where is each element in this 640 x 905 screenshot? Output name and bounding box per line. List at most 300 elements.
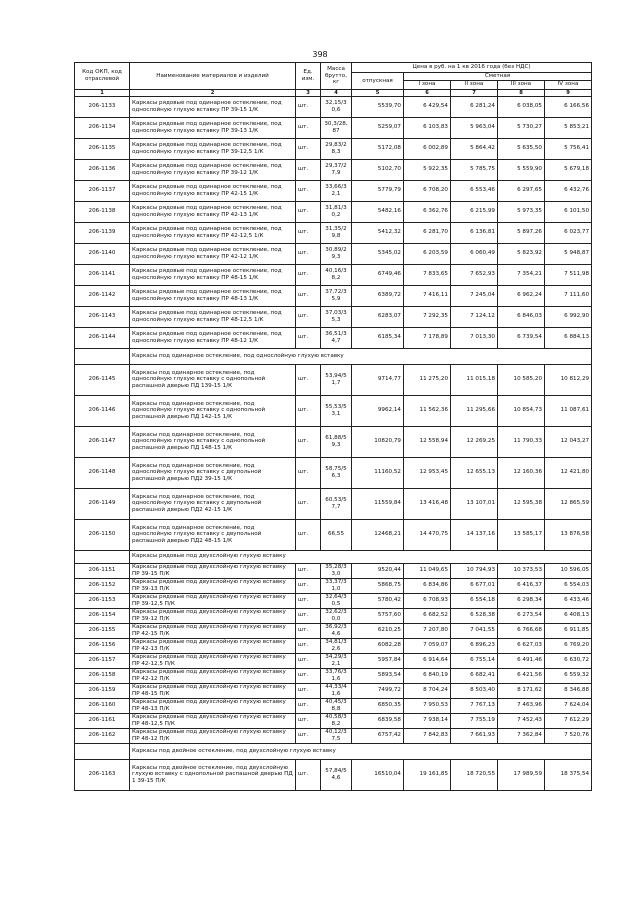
item-name: Каркасы рядовые под двухслойную глухую вставку ПР 39-12,5 П/К <box>130 593 296 608</box>
price-zone-2: 6 215,99 <box>451 201 498 222</box>
price-zone-3: 10 373,53 <box>498 563 545 578</box>
price-zone-4: 8 346,88 <box>545 683 592 698</box>
price-zone-2: 7 767,13 <box>451 698 498 713</box>
section-header-row <box>75 550 592 563</box>
price-zone-4: 6 023,77 <box>545 222 592 243</box>
price-zone-3: 6 962,24 <box>498 285 545 306</box>
item-mass: 44,33/4 1,6 <box>321 683 352 698</box>
item-name: Каркасы рядовые под двухслойную глухую вставку ПР 42-12,5 П/К <box>130 653 296 668</box>
item-name: Каркасы рядовые под двухслойную глухую вставку ПР 48-15 П/К <box>130 683 296 698</box>
price-zone-1: 6 362,76 <box>404 201 451 222</box>
table-row <box>75 222 592 243</box>
price-zone-3: 7 354,21 <box>498 264 545 285</box>
price-zone-4: 10 596,05 <box>545 563 592 578</box>
item-name: Каркасы рядовые под двухслойную глухую вставку ПР 39-13 П/К <box>130 578 296 593</box>
table-row <box>75 593 592 608</box>
item-unit: шт. <box>296 638 321 653</box>
price-zone-3: 5 730,27 <box>498 117 545 138</box>
item-mass: 31,81/3 0,2 <box>321 201 352 222</box>
price-release: 7499,72 <box>352 683 404 698</box>
item-unit: шт. <box>296 713 321 728</box>
price-zone-4: 6 884,13 <box>545 327 592 348</box>
table-row <box>75 759 592 790</box>
header-release-price: отпускная <box>352 73 404 90</box>
item-mass: 30,89/2 9,3 <box>321 243 352 264</box>
price-release: 6283,07 <box>352 306 404 327</box>
item-unit: шт. <box>296 759 321 790</box>
price-zone-2: 5 785,75 <box>451 159 498 180</box>
table-row <box>75 623 592 638</box>
item-mass: 60,53/5 7,7 <box>321 488 352 519</box>
item-code: 206-1152 <box>75 578 130 593</box>
item-unit: шт. <box>296 457 321 488</box>
item-mass: 66,55 <box>321 519 352 550</box>
price-release: 5172,08 <box>352 138 404 159</box>
item-name: Каркасы рядовые под двухслойную глухую вставку ПР 48-12 П/К <box>130 728 296 743</box>
price-zone-3: 10 585,20 <box>498 364 545 395</box>
price-zone-4: 12 421,80 <box>545 457 592 488</box>
price-zone-1: 6 281,70 <box>404 222 451 243</box>
price-zone-4: 6 433,46 <box>545 593 592 608</box>
price-zone-1: 7 416,11 <box>404 285 451 306</box>
item-unit: шт. <box>296 117 321 138</box>
item-unit: шт. <box>296 683 321 698</box>
item-unit: шт. <box>296 488 321 519</box>
price-release: 5102,70 <box>352 159 404 180</box>
table-row <box>75 728 592 743</box>
item-unit: шт. <box>296 96 321 117</box>
item-name: Каркасы рядовые под одинарное остекление, под однослойную глухую вставку ПР 42-12 1/К <box>130 243 296 264</box>
price-zone-4: 5 853,21 <box>545 117 592 138</box>
item-unit: шт. <box>296 201 321 222</box>
item-unit: шт. <box>296 243 321 264</box>
price-zone-3: 12 160,36 <box>498 457 545 488</box>
price-zone-1: 7 833,65 <box>404 264 451 285</box>
item-code: 206-1150 <box>75 519 130 550</box>
item-name: Каркасы рядовые под двухслойную глухую вставку ПР 39-15 П/К <box>130 563 296 578</box>
column-index: 9 <box>545 89 592 96</box>
price-zone-3: 6 273,54 <box>498 608 545 623</box>
item-mass: 29,37/2 7,9 <box>321 159 352 180</box>
item-unit: шт. <box>296 395 321 426</box>
price-zone-1: 8 704,24 <box>404 683 451 698</box>
price-zone-4: 7 624,04 <box>545 698 592 713</box>
price-zone-4: 7 511,98 <box>545 264 592 285</box>
price-zone-2: 8 503,40 <box>451 683 498 698</box>
header-zone-2: II зона <box>451 80 498 89</box>
item-unit: шт. <box>296 327 321 348</box>
table-row <box>75 668 592 683</box>
table-row <box>75 395 592 426</box>
price-zone-2: 7 124,12 <box>451 306 498 327</box>
price-zone-1: 6 834,86 <box>404 578 451 593</box>
price-zone-2: 7 755,19 <box>451 713 498 728</box>
price-zone-2: 5 963,04 <box>451 117 498 138</box>
price-zone-1: 7 207,80 <box>404 623 451 638</box>
price-zone-4: 7 612,29 <box>545 713 592 728</box>
item-mass: 35,28/3 3,0 <box>321 563 352 578</box>
price-zone-3: 6 766,68 <box>498 623 545 638</box>
item-code: 206-1147 <box>75 426 130 457</box>
column-index: 5 <box>352 89 404 96</box>
price-zone-4: 12 043,27 <box>545 426 592 457</box>
item-code: 206-1163 <box>75 759 130 790</box>
item-name: Каркасы рядовые под одинарное остекление, под однослойную глухую вставку ПР 42-13 1/К <box>130 201 296 222</box>
item-mass: 32,62/3 0,0 <box>321 608 352 623</box>
price-release: 6850,35 <box>352 698 404 713</box>
price-zone-2: 6 896,23 <box>451 638 498 653</box>
header-price-group: Цена в руб. на 1 кв 2016 года (без НДС) <box>352 63 592 73</box>
header-name: Наименование материалов и изделий <box>130 63 296 90</box>
item-mass: 36,92/3 4,6 <box>321 623 352 638</box>
price-zone-2: 6 682,41 <box>451 668 498 683</box>
price-zone-3: 13 585,17 <box>498 519 545 550</box>
price-release: 12468,21 <box>352 519 404 550</box>
item-name: Каркасы рядовые под одинарное остекление, под однослойную глухую вставку ПР 42-15 1/К <box>130 180 296 201</box>
price-zone-4: 5 756,41 <box>545 138 592 159</box>
header-mass: Масса брутто, кг <box>321 63 352 90</box>
item-unit: шт. <box>296 222 321 243</box>
price-zone-1: 6 429,54 <box>404 96 451 117</box>
section-code-cell <box>75 348 130 364</box>
item-mass: 33,37/3 1,0 <box>321 578 352 593</box>
price-zone-1: 6 203,59 <box>404 243 451 264</box>
item-mass: 29,83/2 8,3 <box>321 138 352 159</box>
table-row <box>75 159 592 180</box>
item-mass: 40,58/3 8,2 <box>321 713 352 728</box>
column-index: 8 <box>498 89 545 96</box>
page-number: 398 <box>312 50 328 59</box>
item-code: 206-1139 <box>75 222 130 243</box>
price-zone-1: 6 682,52 <box>404 608 451 623</box>
table-row <box>75 638 592 653</box>
item-code: 206-1157 <box>75 653 130 668</box>
price-release: 10820,79 <box>352 426 404 457</box>
price-zone-3: 5 635,50 <box>498 138 545 159</box>
item-mass: 32,15/3 0,6 <box>321 96 352 117</box>
price-release: 5259,07 <box>352 117 404 138</box>
price-zone-3: 6 416,37 <box>498 578 545 593</box>
price-zone-4: 6 559,32 <box>545 668 592 683</box>
price-zone-3: 5 823,92 <box>498 243 545 264</box>
price-release: 11160,52 <box>352 457 404 488</box>
item-name: Каркасы рядовые под одинарное остекление, под однослойную глухую вставку ПР 39-13 1/К <box>130 117 296 138</box>
price-zone-4: 6 769,20 <box>545 638 592 653</box>
price-release: 6082,28 <box>352 638 404 653</box>
item-mass: 40,45/3 8,8 <box>321 698 352 713</box>
price-zone-4: 18 375,54 <box>545 759 592 790</box>
item-code: 206-1145 <box>75 364 130 395</box>
item-code: 206-1140 <box>75 243 130 264</box>
price-zone-1: 11 562,36 <box>404 395 451 426</box>
item-mass: 40,16/3 8,2 <box>321 264 352 285</box>
item-unit: шт. <box>296 578 321 593</box>
price-zone-4: 6 432,76 <box>545 180 592 201</box>
price-zone-1: 19 161,85 <box>404 759 451 790</box>
price-zone-4: 6 630,72 <box>545 653 592 668</box>
column-index: 7 <box>451 89 498 96</box>
item-code: 206-1158 <box>75 668 130 683</box>
price-zone-3: 7 362,84 <box>498 728 545 743</box>
table-row <box>75 698 592 713</box>
item-unit: шт. <box>296 653 321 668</box>
table-row <box>75 180 592 201</box>
item-name: Каркасы рядовые под одинарное остекление, под однослойную глухую вставку ПР 48-13 1/К <box>130 285 296 306</box>
item-name: Каркасы под одинарное остекление, под однослойную глухую вставку с однопольной распашной дверью ПД 142-15 1/К <box>130 395 296 426</box>
item-unit: шт. <box>296 668 321 683</box>
price-zone-1: 7 950,53 <box>404 698 451 713</box>
price-zone-1: 6 840,19 <box>404 668 451 683</box>
item-code: 206-1133 <box>75 96 130 117</box>
column-index-row <box>75 89 592 96</box>
price-zone-2: 12 655,13 <box>451 457 498 488</box>
price-release: 9520,44 <box>352 563 404 578</box>
item-mass: 34,29/3 2,1 <box>321 653 352 668</box>
table-row <box>75 488 592 519</box>
item-mass: 53,94/5 1,7 <box>321 364 352 395</box>
item-code: 206-1143 <box>75 306 130 327</box>
item-mass: 40,12/3 7,5 <box>321 728 352 743</box>
price-release: 5779,79 <box>352 180 404 201</box>
table-row <box>75 519 592 550</box>
item-name: Каркасы рядовые под одинарное остекление, под однослойную глухую вставку ПР 48-12,5 1/К <box>130 306 296 327</box>
price-zone-2: 7 661,93 <box>451 728 498 743</box>
item-name: Каркасы под одинарное остекление, под однослойную глухую вставку с однопольной распашной дверью ПД 139-15 1/К <box>130 364 296 395</box>
price-zone-1: 12 953,45 <box>404 457 451 488</box>
item-name: Каркасы рядовые под двухслойную глухую вставку ПР 42-12 П/К <box>130 668 296 683</box>
item-code: 206-1156 <box>75 638 130 653</box>
price-zone-3: 6 298,34 <box>498 593 545 608</box>
price-zone-1: 7 059,07 <box>404 638 451 653</box>
item-name: Каркасы рядовые под двухслойную глухую вставку ПР 48-13 П/К <box>130 698 296 713</box>
item-code: 206-1159 <box>75 683 130 698</box>
item-name: Каркасы под одинарное остекление, под однослойную глухую вставку с однопольной распашной дверью ПД 148-15 1/К <box>130 426 296 457</box>
price-zone-3: 5 559,90 <box>498 159 545 180</box>
price-zone-2: 6 554,18 <box>451 593 498 608</box>
item-unit: шт. <box>296 180 321 201</box>
item-unit: шт. <box>296 364 321 395</box>
price-zone-4: 5 948,87 <box>545 243 592 264</box>
item-code: 206-1160 <box>75 698 130 713</box>
item-mass: 33,76/3 1,6 <box>321 668 352 683</box>
table-row <box>75 243 592 264</box>
price-zone-1: 7 178,89 <box>404 327 451 348</box>
section-code-cell <box>75 743 130 759</box>
item-name: Каркасы рядовые под одинарное остекление, под однослойную глухую вставку ПР 39-15 1/К <box>130 96 296 117</box>
price-zone-3: 7 463,96 <box>498 698 545 713</box>
price-release: 5412,32 <box>352 222 404 243</box>
price-release: 5539,70 <box>352 96 404 117</box>
price-release: 6389,72 <box>352 285 404 306</box>
price-release: 5482,16 <box>352 201 404 222</box>
price-zone-4: 12 865,59 <box>545 488 592 519</box>
price-release: 5757,60 <box>352 608 404 623</box>
price-zone-2: 7 245,04 <box>451 285 498 306</box>
column-index: 1 <box>75 89 130 96</box>
price-zone-2: 11 015,18 <box>451 364 498 395</box>
item-unit: шт. <box>296 306 321 327</box>
price-zone-2: 6 553,46 <box>451 180 498 201</box>
item-code: 206-1148 <box>75 457 130 488</box>
table-row <box>75 578 592 593</box>
price-zone-2: 18 720,55 <box>451 759 498 790</box>
price-zone-2: 6 528,38 <box>451 608 498 623</box>
price-release: 9962,14 <box>352 395 404 426</box>
price-zone-2: 6 677,01 <box>451 578 498 593</box>
price-zone-4: 13 876,58 <box>545 519 592 550</box>
column-index: 2 <box>130 89 296 96</box>
price-zone-4: 5 679,18 <box>545 159 592 180</box>
price-release: 5893,54 <box>352 668 404 683</box>
price-zone-1: 14 470,75 <box>404 519 451 550</box>
price-release: 11559,84 <box>352 488 404 519</box>
price-zone-3: 5 973,35 <box>498 201 545 222</box>
item-unit: шт. <box>296 285 321 306</box>
item-unit: шт. <box>296 264 321 285</box>
column-index: 6 <box>404 89 451 96</box>
item-name: Каркасы рядовые под двухслойную глухую вставку ПР 39-12 П/К <box>130 608 296 623</box>
item-unit: шт. <box>296 623 321 638</box>
price-zone-1: 6 002,89 <box>404 138 451 159</box>
table-row <box>75 138 592 159</box>
item-code: 206-1142 <box>75 285 130 306</box>
price-zone-2: 7 013,30 <box>451 327 498 348</box>
table-row <box>75 457 592 488</box>
item-unit: шт. <box>296 593 321 608</box>
price-zone-1: 6 708,93 <box>404 593 451 608</box>
price-zone-1: 6 708,20 <box>404 180 451 201</box>
item-code: 206-1141 <box>75 264 130 285</box>
header-zone-4: IV зона <box>545 80 592 89</box>
price-zone-4: 6 911,85 <box>545 623 592 638</box>
price-zone-2: 6 060,49 <box>451 243 498 264</box>
price-zone-3: 5 897,26 <box>498 222 545 243</box>
table-row <box>75 96 592 117</box>
price-zone-1: 7 938,14 <box>404 713 451 728</box>
price-release: 6749,46 <box>352 264 404 285</box>
item-unit: шт. <box>296 698 321 713</box>
item-code: 206-1161 <box>75 713 130 728</box>
section-header-row <box>75 348 592 364</box>
header-estimate-price: Сметная <box>404 73 592 81</box>
price-zone-4: 10 812,29 <box>545 364 592 395</box>
item-name: Каркасы рядовые под одинарное остекление, под однослойную глухую вставку ПР 48-12 1/К <box>130 327 296 348</box>
item-mass: 32,64/3 0,5 <box>321 593 352 608</box>
price-release: 16510,04 <box>352 759 404 790</box>
item-code: 206-1154 <box>75 608 130 623</box>
price-zone-1: 11 049,65 <box>404 563 451 578</box>
item-code: 206-1149 <box>75 488 130 519</box>
price-zone-2: 12 269,25 <box>451 426 498 457</box>
price-release: 6839,58 <box>352 713 404 728</box>
item-mass: 31,35/2 9,8 <box>321 222 352 243</box>
price-zone-3: 10 854,73 <box>498 395 545 426</box>
item-code: 206-1138 <box>75 201 130 222</box>
price-zone-3: 11 790,33 <box>498 426 545 457</box>
price-zone-3: 6 491,46 <box>498 653 545 668</box>
item-name: Каркасы рядовые под одинарное остекление, под однослойную глухую вставку ПР 42-12,5 1/К <box>130 222 296 243</box>
item-code: 206-1153 <box>75 593 130 608</box>
table-row <box>75 713 592 728</box>
price-zone-3: 12 595,38 <box>498 488 545 519</box>
price-release: 6757,42 <box>352 728 404 743</box>
item-name: Каркасы под одинарное остекление, под однослойную глухую вставку с двупольной распашной дверью ПД2 39-15 1/К <box>130 457 296 488</box>
table-row <box>75 117 592 138</box>
price-zone-2: 7 652,93 <box>451 264 498 285</box>
section-header-row <box>75 743 592 759</box>
price-zone-3: 6 038,05 <box>498 96 545 117</box>
price-zone-3: 17 989,59 <box>498 759 545 790</box>
table-row <box>75 683 592 698</box>
section-title: Каркасы под одинарное остекление, под однослойную глухую вставку <box>130 348 592 364</box>
price-zone-2: 14 137,16 <box>451 519 498 550</box>
table-row <box>75 653 592 668</box>
item-code: 206-1135 <box>75 138 130 159</box>
price-zone-3: 6 846,03 <box>498 306 545 327</box>
item-mass: 34,81/3 2,6 <box>321 638 352 653</box>
item-mass: 37,03/3 5,3 <box>321 306 352 327</box>
price-zone-4: 6 554,03 <box>545 578 592 593</box>
price-zone-4: 6 408,13 <box>545 608 592 623</box>
price-zone-2: 5 864,42 <box>451 138 498 159</box>
table-row <box>75 306 592 327</box>
price-zone-4: 6 992,90 <box>545 306 592 327</box>
table-row <box>75 608 592 623</box>
table-row <box>75 201 592 222</box>
table-row <box>75 285 592 306</box>
price-release: 5345,02 <box>352 243 404 264</box>
price-release: 6185,34 <box>352 327 404 348</box>
item-name: Каркасы рядовые под одинарное остекление, под однослойную глухую вставку ПР 39-12 1/К <box>130 159 296 180</box>
price-zone-3: 6 421,56 <box>498 668 545 683</box>
item-name: Каркасы рядовые под одинарное остекление, под однослойную глухую вставку ПР 48-15 1/К <box>130 264 296 285</box>
item-name: Каркасы рядовые под двухслойную глухую вставку ПР 42-13 П/К <box>130 638 296 653</box>
item-unit: шт. <box>296 159 321 180</box>
item-name: Каркасы рядовые под одинарное остекление, под однослойную глухую вставку ПР 39-12,5 1/К <box>130 138 296 159</box>
price-zone-1: 7 842,83 <box>404 728 451 743</box>
price-zone-2: 6 281,24 <box>451 96 498 117</box>
item-mass: 57,84/5 4,6 <box>321 759 352 790</box>
section-code-cell <box>75 550 130 563</box>
price-zone-2: 6 755,14 <box>451 653 498 668</box>
price-zone-4: 7 111,60 <box>545 285 592 306</box>
price-release: 5868,75 <box>352 578 404 593</box>
item-mass: 58,75/5 6,3 <box>321 457 352 488</box>
price-zone-1: 12 558,94 <box>404 426 451 457</box>
table-row <box>75 426 592 457</box>
table-row <box>75 327 592 348</box>
item-mass: 36,51/3 4,7 <box>321 327 352 348</box>
price-zone-2: 10 794,93 <box>451 563 498 578</box>
price-zone-3: 7 452,43 <box>498 713 545 728</box>
price-zone-4: 6 166,56 <box>545 96 592 117</box>
table-row <box>75 563 592 578</box>
price-zone-1: 13 416,48 <box>404 488 451 519</box>
item-code: 206-1134 <box>75 117 130 138</box>
price-zone-3: 6 297,65 <box>498 180 545 201</box>
price-table <box>74 62 592 791</box>
item-code: 206-1151 <box>75 563 130 578</box>
price-zone-2: 11 295,66 <box>451 395 498 426</box>
price-zone-1: 6 914,64 <box>404 653 451 668</box>
price-zone-4: 11 087,61 <box>545 395 592 426</box>
item-unit: шт. <box>296 519 321 550</box>
item-mass: 37,72/3 5,9 <box>321 285 352 306</box>
price-zone-2: 7 041,55 <box>451 623 498 638</box>
column-index: 3 <box>296 89 321 96</box>
item-code: 206-1144 <box>75 327 130 348</box>
column-index: 4 <box>321 89 352 96</box>
